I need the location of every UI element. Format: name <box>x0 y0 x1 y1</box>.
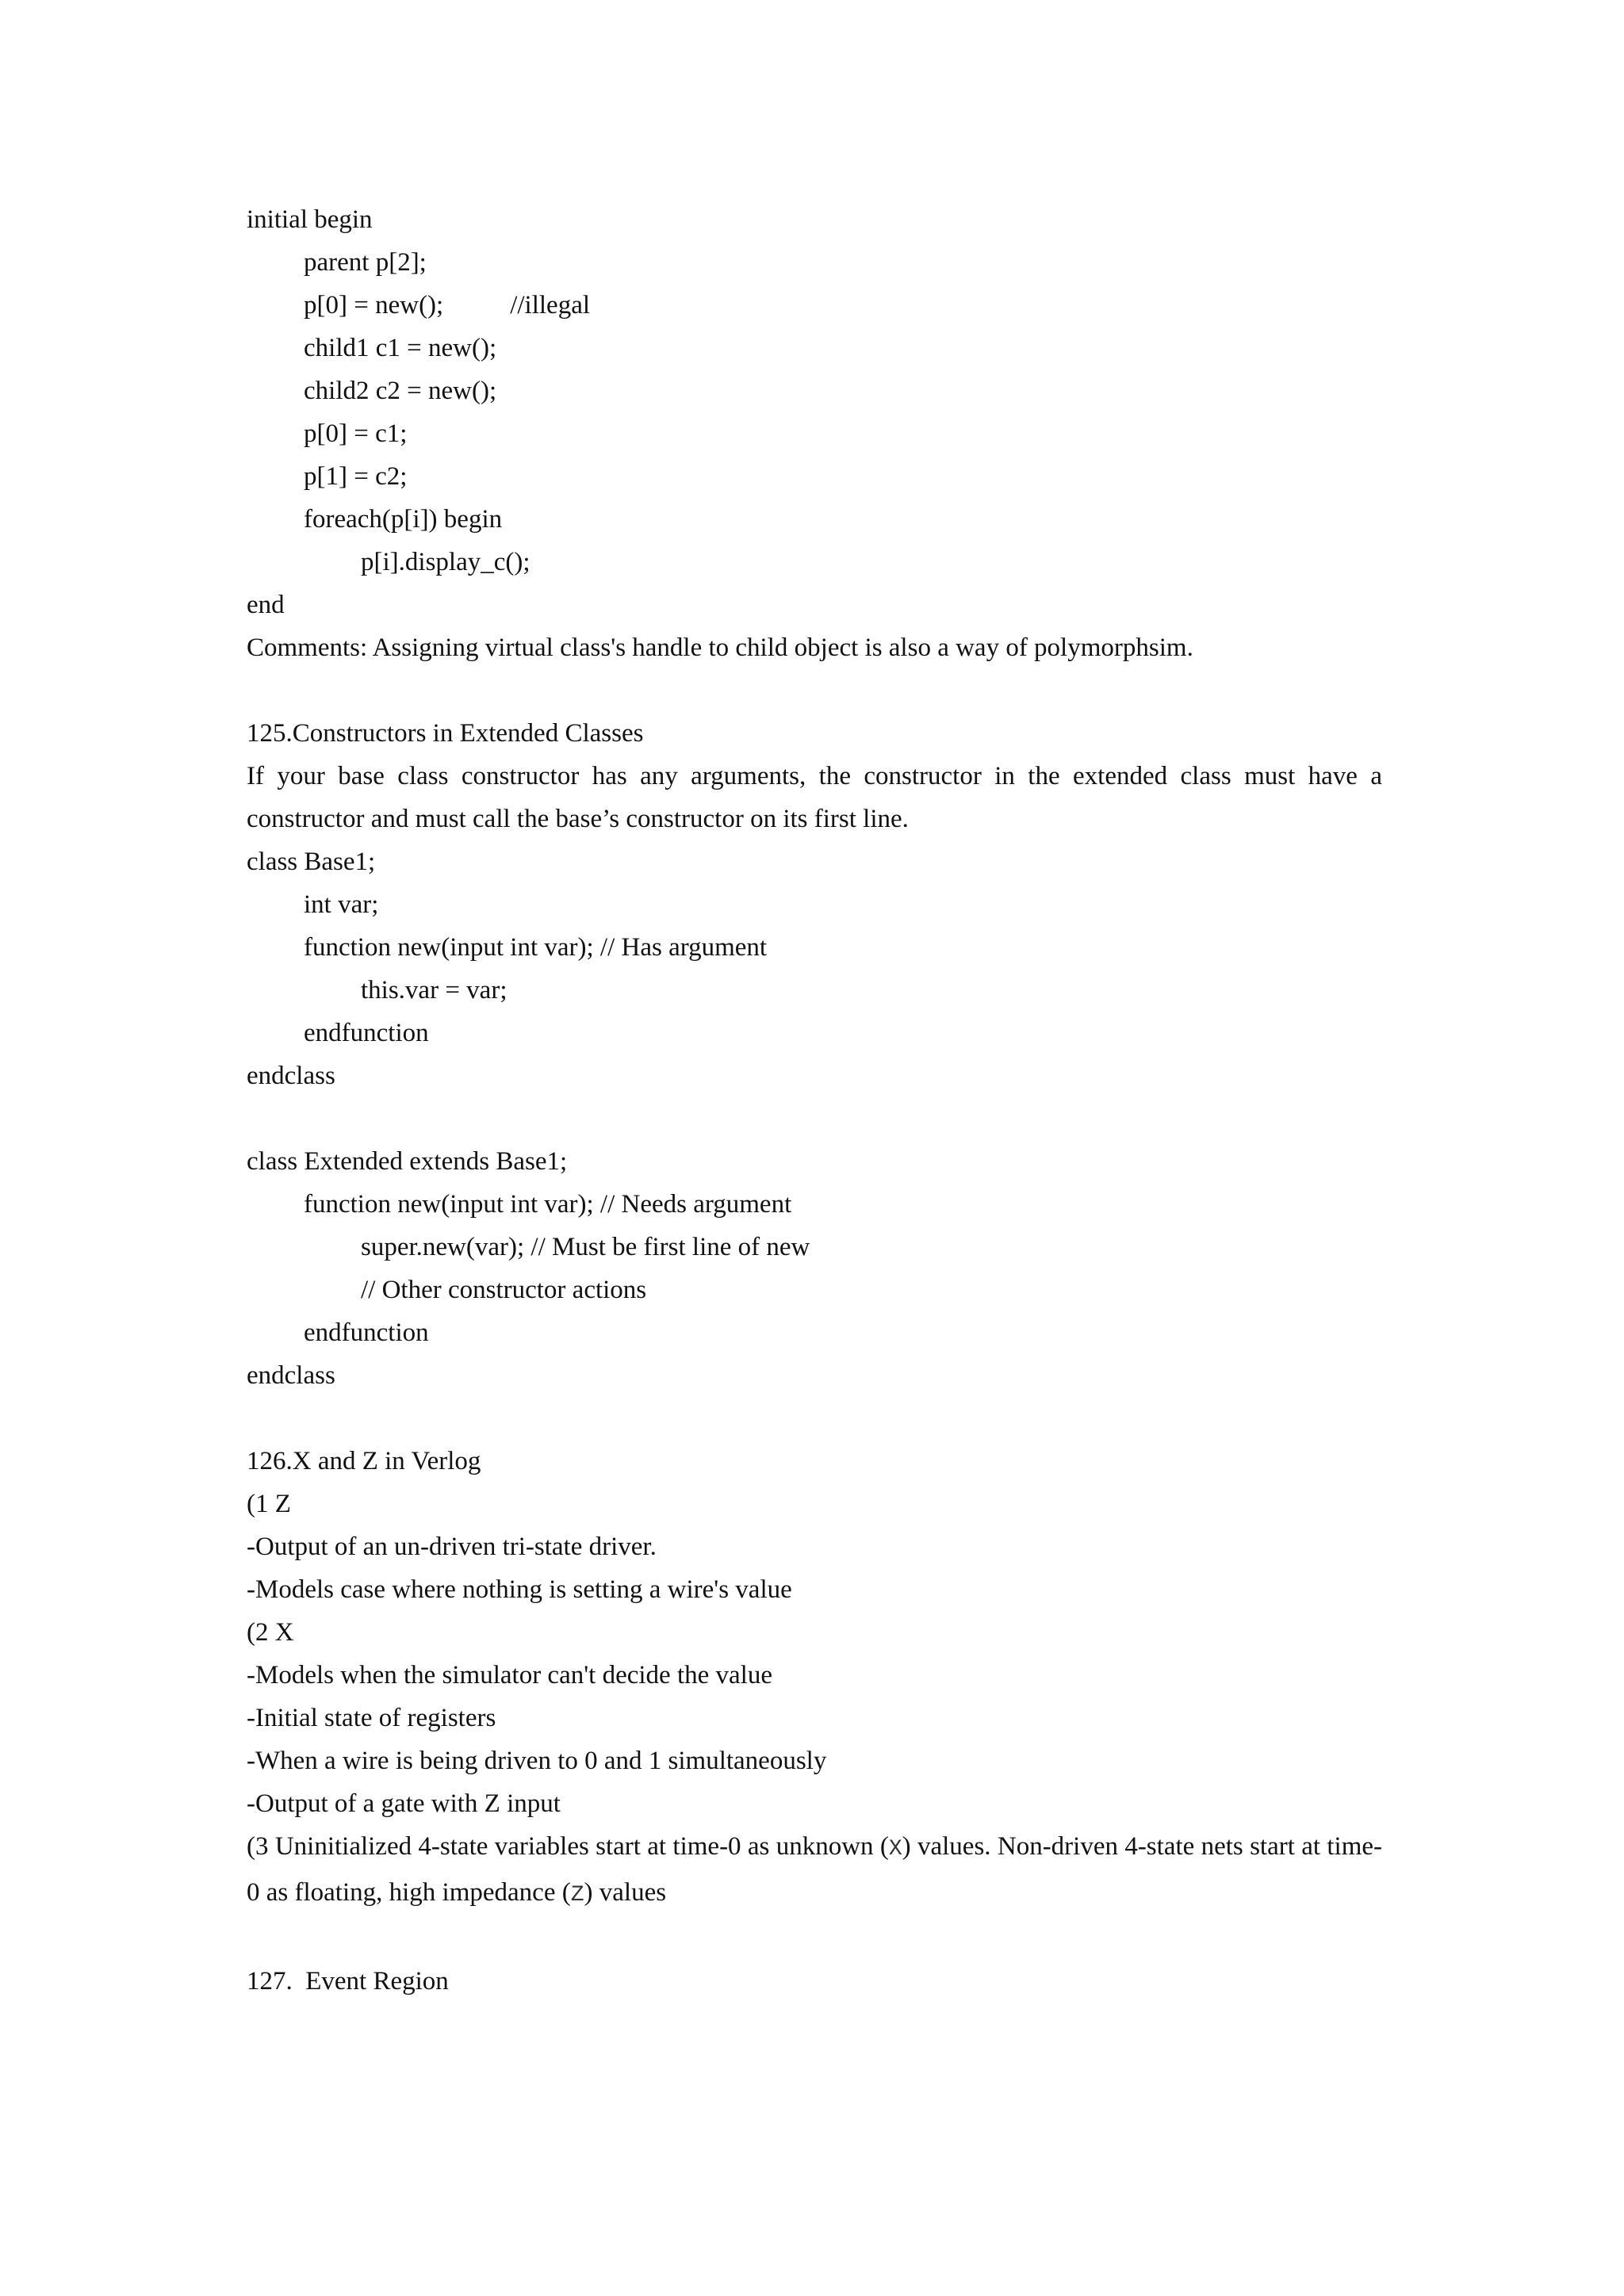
code-line: super.new(var); // Must be first line of new <box>361 1233 810 1261</box>
section-heading-127: 127. Event Region <box>247 1967 449 1996</box>
code-literal-z: Z <box>570 1883 584 1908</box>
code-line: foreach(p[i]) begin <box>304 505 503 534</box>
list-item: -Output of an un-driven tri-state driver. <box>247 1533 657 1561</box>
page-content <box>247 198 1382 2003</box>
comments-text: Comments: Assigning virtual class's handle to child object is also a way of polymorphsim. <box>247 633 1193 662</box>
code-text: p[0] = new(); <box>304 291 444 320</box>
code-line: endclass <box>247 1062 335 1090</box>
code-comment: //illegal <box>510 291 591 320</box>
code-line: p[0] = c1; <box>304 419 408 448</box>
section-heading-126: 126.X and Z in Verlog <box>247 1447 481 1475</box>
code-line: p[1] = c2; <box>304 462 408 491</box>
code-line: p[i].display_c(); <box>361 548 530 576</box>
list-item: -Models case where nothing is setting a wire's value <box>247 1575 792 1604</box>
section-paragraph-125: If your base class constructor has any arguments, the constructor in the extended class must have a constructor and must call the base’s constructor on its first line. <box>247 762 1382 833</box>
code-line: // Other constructor actions <box>361 1276 647 1304</box>
code-line: class Extended extends Base1; <box>247 1147 568 1176</box>
list-item: -Initial state of registers <box>247 1704 496 1732</box>
code-line: end <box>247 591 285 619</box>
code-literal-x: X <box>888 1837 902 1862</box>
code-line: initial begin <box>247 205 373 234</box>
list-item: (1 Z <box>247 1490 291 1518</box>
code-line: child2 c2 = new(); <box>304 377 497 405</box>
code-line: class Base1; <box>247 848 376 876</box>
code-line: int var; <box>304 890 379 919</box>
code-line: function new(input int var); // Has argument <box>304 933 768 962</box>
code-line: function new(input int var); // Needs argument <box>304 1190 792 1219</box>
code-line: this.var = var; <box>361 976 508 1004</box>
list-item: -When a wire is being driven to 0 and 1 simultaneously <box>247 1747 827 1775</box>
code-line: parent p[2]; <box>304 248 427 277</box>
text-run: ) values <box>584 1878 667 1907</box>
text-run: (3 Uninitialized 4-state variables start at time-0 as unknown ( <box>247 1832 889 1861</box>
list-item: (2 X <box>247 1618 294 1647</box>
code-line: endfunction <box>304 1019 429 1047</box>
list-item: -Models when the simulator can't decide the value <box>247 1661 772 1689</box>
list-item: -Output of a gate with Z input <box>247 1789 561 1818</box>
text-run: ) values. Non-driven 4-state nets start at time-0 as floating, high impedance ( <box>247 1832 1383 1907</box>
code-line: child1 c1 = new(); <box>304 334 497 362</box>
code-line: endclass <box>247 1361 335 1390</box>
code-line <box>247 284 1382 327</box>
code-line: endfunction <box>304 1318 429 1347</box>
section-heading-125: 125.Constructors in Extended Classes <box>247 719 644 748</box>
list-item-paragraph <box>247 1825 1382 1917</box>
